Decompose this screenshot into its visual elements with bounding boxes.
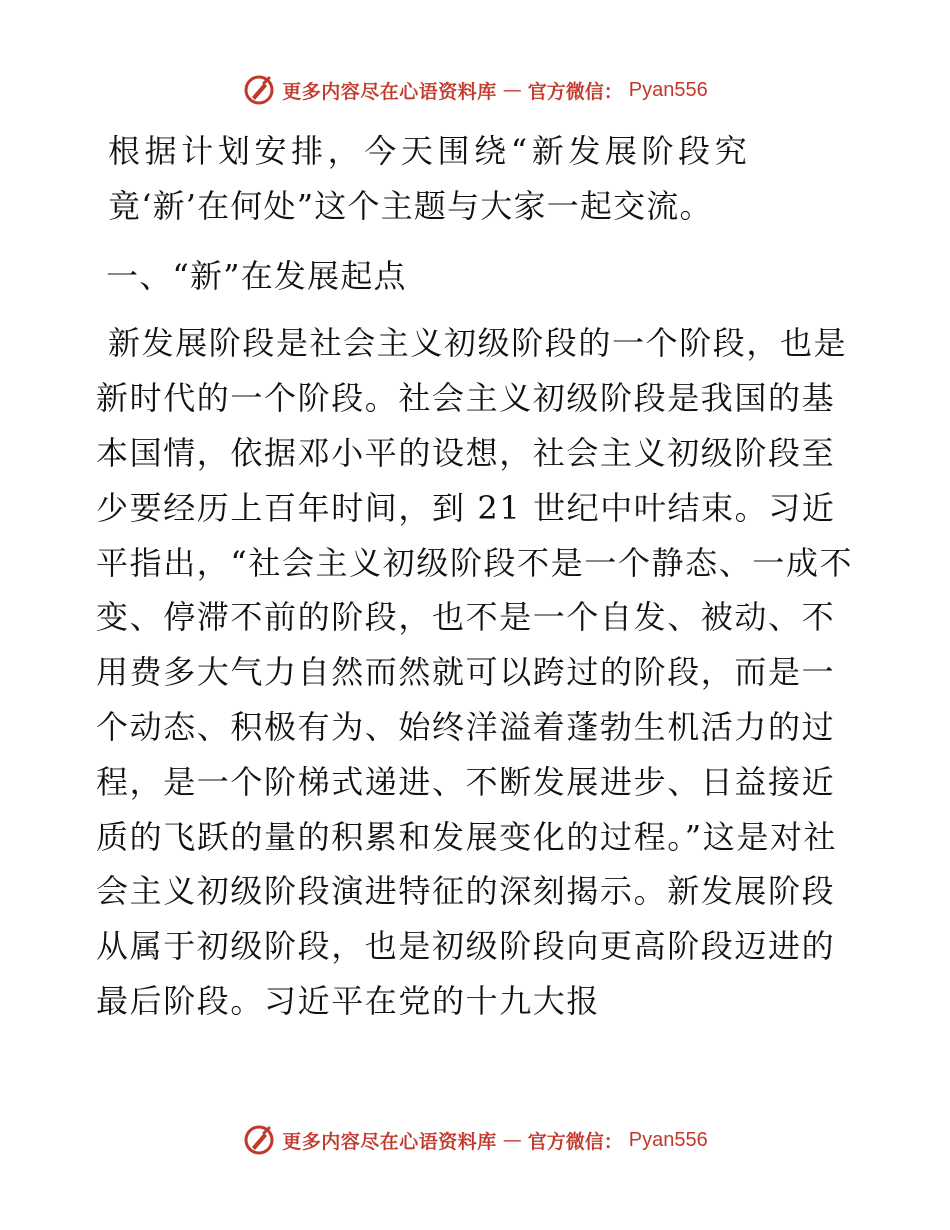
banner-brand-text: 更多内容尽在心语资料库: [282, 1130, 497, 1153]
pen-logo-icon: [242, 1123, 276, 1157]
banner-wechat-label: 官方微信：: [527, 80, 623, 103]
banner-wechat-handle: Pyan556: [628, 78, 708, 101]
pen-logo-icon: [242, 73, 276, 107]
header-banner: [0, 68, 950, 112]
banner-brand-text: 更多内容尽在心语资料库: [282, 80, 497, 103]
document-body: [96, 124, 856, 1029]
banner-separator: —: [502, 79, 522, 101]
footer-banner: [0, 1118, 950, 1162]
banner-separator: —: [502, 1129, 522, 1151]
banner-wechat-handle: Pyan556: [628, 1128, 708, 1151]
intro-paragraph: 根据计划安排，今天围绕“新发展阶段究竟‘新’在何处”这个主题与大家一起交流。: [108, 132, 748, 225]
banner-wechat-label: 官方微信：: [527, 1130, 623, 1153]
section-heading: 一、“新”在发展起点: [106, 256, 407, 295]
body-paragraph: 新发展阶段是社会主义初级阶段的一个阶段，也是新时代的一个阶段。社会主义初级阶段是我国的基本国情，依据邓小平的设想，社会主义初级阶段至少要经历上百年时间，到 21 世纪中叶结束。习近平指出，“社会主义初级阶段不是一个静态、一成不变、停滞不前的阶段，也不是一个自发、被动、不用费多大气力自然而然就可以跨过的阶段，而是一个动态、积极有为、始终洋溢着蓬勃生机活力的过程，是一个阶梯式递进、不断发展进步、日益接近质的飞跃的量的积累和发展变化的过程。”这是对社会主义初级阶段演进特征的深刻揭示。新发展阶段从属于初级阶段，也是初级阶段向更高阶段迈进的最后阶段。习近平在党的十九大报: [96, 324, 854, 1020]
